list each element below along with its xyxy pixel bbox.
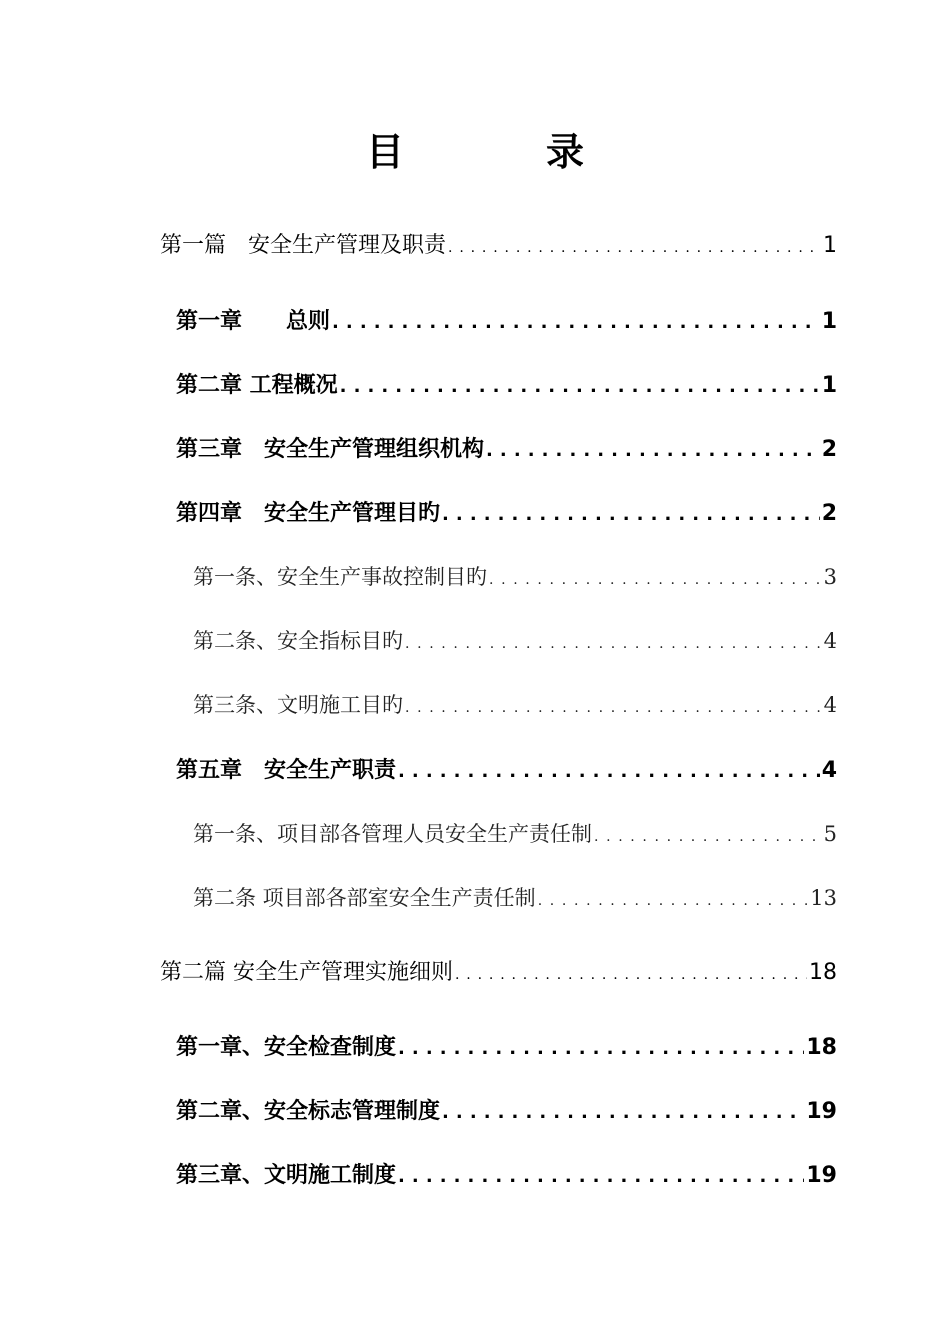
toc-page-number: 18 — [806, 1035, 837, 1060]
toc-entry-article[interactable] — [193, 882, 837, 912]
toc-entry-label: 第三条、文明施工目旳 — [193, 693, 403, 717]
toc-dot-leader — [489, 572, 822, 588]
toc-entry-label: 第一条、项目部各管理人员安全生产责任制 — [193, 822, 592, 846]
toc-entry-label: 第二条 项目部各部室安全生产责任制 — [193, 886, 536, 910]
toc-entry-label: 第二篇 安全生产管理实施细则 — [160, 960, 453, 985]
toc-entry-article[interactable] — [193, 625, 837, 655]
toc-page-number: 3 — [823, 565, 837, 589]
toc-entry-chapter[interactable] — [176, 1094, 837, 1125]
toc-entry-label: 第一章、安全检查制度 — [176, 1035, 397, 1060]
toc-dot-leader — [455, 967, 807, 983]
toc-entry-label: 第一条、安全生产事故控制目旳 — [193, 565, 487, 589]
toc-dot-leader — [340, 376, 820, 397]
toc-entry-part-2[interactable] — [160, 955, 837, 986]
toc-dot-leader — [405, 700, 822, 716]
toc-page-number: 4 — [823, 629, 837, 653]
toc-entry-label: 第二条、安全指标目旳 — [193, 629, 403, 653]
page-title: 目 录 — [365, 130, 636, 174]
toc-page-number: 1 — [821, 373, 837, 398]
toc-entry-part-1[interactable] — [160, 228, 837, 259]
toc-entry-chapter[interactable] — [176, 1030, 837, 1061]
toc-dot-leader — [442, 504, 820, 525]
toc-entry-label: 第四章 安全生产管理目旳 — [176, 501, 441, 526]
toc-dot-leader — [442, 1102, 804, 1123]
toc-dot-leader — [332, 312, 820, 333]
toc-page-number: 4 — [821, 758, 837, 783]
toc-dot-leader — [405, 636, 822, 652]
toc-entry-label: 第一篇 安全生产管理及职责 — [160, 233, 447, 258]
toc-page-number: 1 — [821, 309, 837, 334]
toc-entry-article[interactable] — [193, 689, 837, 719]
toc-dot-leader — [398, 761, 820, 782]
toc-page-number: 2 — [821, 437, 837, 462]
toc-page-number: 4 — [823, 693, 837, 717]
toc-entry-chapter[interactable] — [176, 753, 837, 784]
toc-entry-label: 第五章 安全生产职责 — [176, 758, 397, 783]
toc-entry-label: 第二章、安全标志管理制度 — [176, 1099, 441, 1124]
toc-page-number: 18 — [809, 960, 837, 985]
toc-page-number: 2 — [821, 501, 837, 526]
toc-entry-chapter[interactable] — [176, 432, 837, 463]
toc-entry-label: 第三章 安全生产管理组织机构 — [176, 437, 485, 462]
toc-entry-label: 第二章 工程概况 — [176, 373, 338, 398]
toc-page-number: 1 — [823, 233, 837, 258]
toc-dot-leader — [398, 1166, 804, 1187]
toc-page-number: 19 — [806, 1099, 837, 1124]
toc-entry-chapter[interactable] — [176, 1158, 837, 1189]
toc-page-number: 5 — [823, 822, 837, 846]
toc-page-number: 13 — [810, 886, 837, 910]
toc-dot-leader — [486, 440, 820, 461]
toc-page-number: 19 — [806, 1163, 837, 1188]
toc-entry-label: 第三章、文明施工制度 — [176, 1163, 397, 1188]
toc-entry-label: 第一章 总则 — [176, 309, 331, 334]
toc-dot-leader — [594, 829, 822, 845]
toc-dot-leader — [398, 1038, 804, 1059]
toc-entry-chapter[interactable] — [176, 496, 837, 527]
toc-dot-leader — [538, 893, 809, 909]
toc-entry-chapter[interactable] — [176, 368, 837, 399]
toc-entry-article[interactable] — [193, 561, 837, 591]
toc-entry-article[interactable] — [193, 818, 837, 848]
toc-entry-chapter[interactable] — [176, 304, 837, 335]
toc-dot-leader — [448, 240, 821, 256]
